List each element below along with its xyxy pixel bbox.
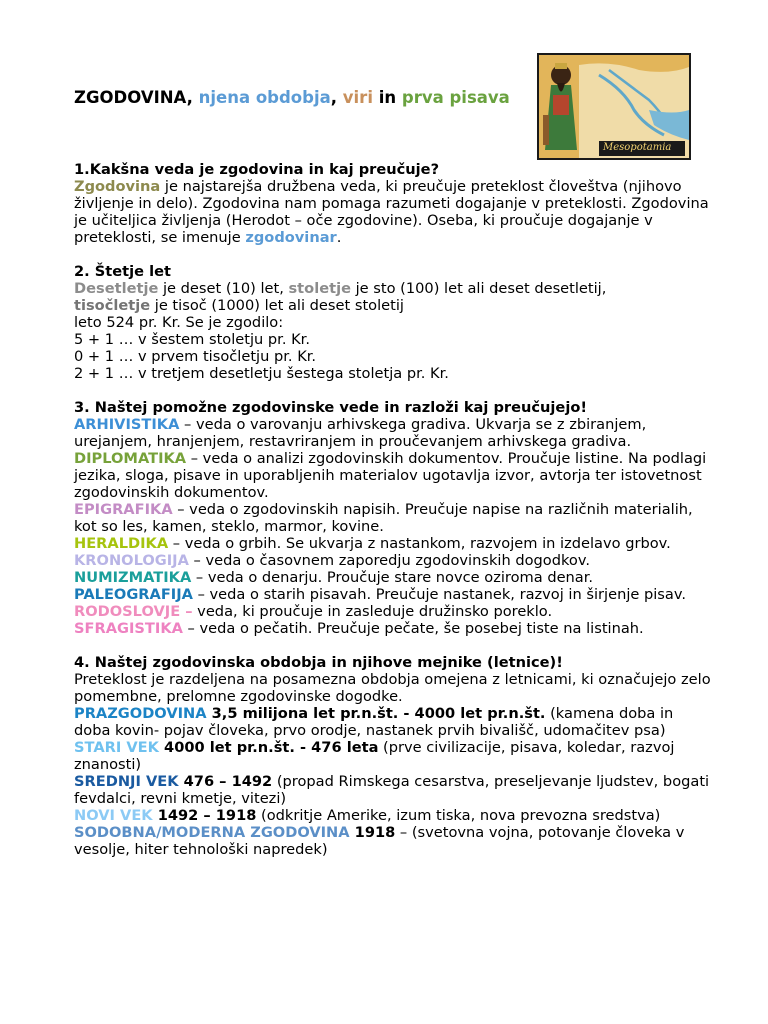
- keyword: ARHIVISTIKA: [74, 416, 180, 433]
- mesopotamia-image: [537, 53, 691, 160]
- keyword: tisočletje: [74, 297, 151, 314]
- keyword: SFRAGISTIKA: [74, 620, 183, 637]
- keyword: STARI VEK: [74, 739, 159, 756]
- keyword: stoletje: [288, 280, 351, 297]
- period-item: [74, 824, 714, 858]
- dates: 3,5 milijona let pr.n.št. - 4000 let pr.n.št.: [206, 705, 546, 722]
- keyword: NOVI VEK: [74, 807, 153, 824]
- keyword: zgodovinar: [245, 229, 337, 246]
- period-item: [74, 705, 714, 739]
- science-item: [74, 535, 714, 552]
- title-part-6: prva pisava: [401, 88, 510, 107]
- text: – veda o analizi zgodovinskih dokumentov. Proučuje listine. Na podlagi jezika, sloga, pisave in uporabljenih materialov ugotavlja izvor, avtorja ter istovetnost zgodovinskih dokumentov.: [74, 450, 707, 501]
- text: (kamena doba in doba kovin- pojav človeka, prvo orodje, nastanek prvih bivališč, udomačitev psa): [74, 705, 674, 739]
- document-title: [74, 87, 514, 108]
- dates: 1918: [349, 824, 396, 841]
- science-item: [74, 620, 714, 637]
- keyword: PALEOGRAFIJA: [74, 586, 193, 603]
- keyword: KRONOLOGIJA: [74, 552, 189, 569]
- science-item: [74, 450, 714, 501]
- section-1-text: [74, 178, 714, 246]
- dates: 1492 – 1918: [152, 807, 257, 824]
- science-item: [74, 552, 714, 569]
- period-item: [74, 807, 714, 824]
- text: – veda o časovnem zaporedju zgodovinskih dogodkov.: [188, 552, 591, 569]
- section-2-line: 0 + 1 … v prvem tisočletju pr. Kr.: [74, 348, 317, 365]
- text: – veda o zgodovinskih napisih. Preučuje napise na različnih materialih, kot so les, kamen, steklo, marmor, kovine.: [74, 501, 693, 535]
- keyword: EPIGRAFIKA: [74, 501, 173, 518]
- title-part-4: viri: [342, 88, 373, 107]
- keyword: DIPLOMATIKA: [74, 450, 187, 467]
- keyword: RODOSLOVJE –: [74, 603, 193, 620]
- section-1-heading: 1.Kakšna veda je zgodovina in kaj preučuje?: [74, 161, 440, 178]
- text: (prve civilizacije, pisava, koledar, razvoj znanosti): [74, 739, 675, 773]
- text: – (svetovna vojna, potovanje človeka v vesolje, hiter tehnološki napredek): [74, 824, 685, 858]
- text: je najstarejša družbena veda, ki preučuje preteklost človeštva (njihovo življenje in delo). Zgodovina nam pomaga razumeti dogajanje v preteklosti. Zgodovina je učiteljica življenja (Herodot – oče zgodovine). Oseba, ki proučuje dogajanje v preteklosti, se imenuje: [74, 178, 709, 246]
- section-2-line: 5 + 1 … v šestem stoletju pr. Kr.: [74, 331, 310, 348]
- text: – veda o varovanju arhivskega gradiva. Ukvarja se z zbiranjem, urejanjem, hranjenjem, restavriranjem in proučevanjem arhivskega gradiva.: [74, 416, 647, 450]
- science-item: [74, 586, 714, 603]
- text: – veda o pečatih. Preučuje pečate, še posebej tiste na listinah.: [182, 620, 644, 637]
- section-4-heading: 4. Naštej zgodovinska obdobja in njihove mejnike (letnice)!: [74, 654, 563, 671]
- section-3-heading: 3. Naštej pomožne zgodovinske vede in razloži kaj preučujejo!: [74, 399, 588, 416]
- title-part-3: ,: [330, 88, 343, 107]
- text: – veda o starih pisavah. Preučuje nastanek, razvoj in širjenje pisav.: [192, 586, 686, 603]
- science-item: [74, 416, 714, 450]
- section-2-heading: 2. Štetje let: [74, 263, 171, 280]
- keyword: SODOBNA/MODERNA ZGODOVINA: [74, 824, 350, 841]
- section-2-line: 2 + 1 … v tretjem desetletju šestega stoletja pr. Kr.: [74, 365, 449, 382]
- text: (propad Rimskega cesarstva, preseljevanje ljudstev, bogati fevdalci, revni kmetje, vitezi): [74, 773, 710, 807]
- text: – veda o grbih. Se ukvarja z nastankom, razvojem in izdelavo grbov.: [168, 535, 671, 552]
- dates: 4000 let pr.n.št. - 476 leta: [158, 739, 379, 756]
- keyword: SREDNJI VEK: [74, 773, 179, 790]
- period-item: [74, 739, 714, 773]
- title-part-2: njena obdobja: [198, 88, 331, 107]
- science-item: [74, 569, 714, 586]
- section-4-intro: Preteklost je razdeljena na posamezna obdobja omejena z letnicami, ki označujejo zelo pomembne, prelomne zgodovinske dogodke.: [74, 671, 711, 705]
- section-2-line: [74, 297, 714, 314]
- text: – veda o denarju. Proučuje stare novce oziroma denar.: [191, 569, 594, 586]
- section-2-line: leto 524 pr. Kr. Se je zgodilo:: [74, 314, 284, 331]
- section-2-line: [74, 280, 714, 297]
- period-item: [74, 773, 714, 807]
- keyword: NUMIZMATIKA: [74, 569, 192, 586]
- image-caption: Mesopotamia: [603, 142, 672, 153]
- keyword: Desetletje: [74, 280, 159, 297]
- title-part-5: in: [372, 88, 402, 107]
- text: je deset (10) let,: [158, 280, 289, 297]
- science-item: [74, 501, 714, 535]
- text: .: [336, 229, 342, 246]
- text: veda, ki proučuje in zasleduje družinsko poreklo.: [192, 603, 553, 620]
- keyword: Zgodovina: [74, 178, 161, 195]
- keyword: HERALDIKA: [74, 535, 169, 552]
- dates: 476 – 1492: [178, 773, 273, 790]
- keyword: PRAZGODOVINA: [74, 705, 207, 722]
- title-part-1: ZGODOVINA,: [74, 88, 199, 107]
- science-item: [74, 603, 714, 620]
- text: (odkritje Amerike, izum tiska, nova prevozna sredstva): [256, 807, 661, 824]
- text: je tisoč (1000) let ali deset stoletij: [150, 297, 404, 314]
- text: je sto (100) let ali deset desetletij,: [350, 280, 607, 297]
- document-body: [74, 161, 714, 858]
